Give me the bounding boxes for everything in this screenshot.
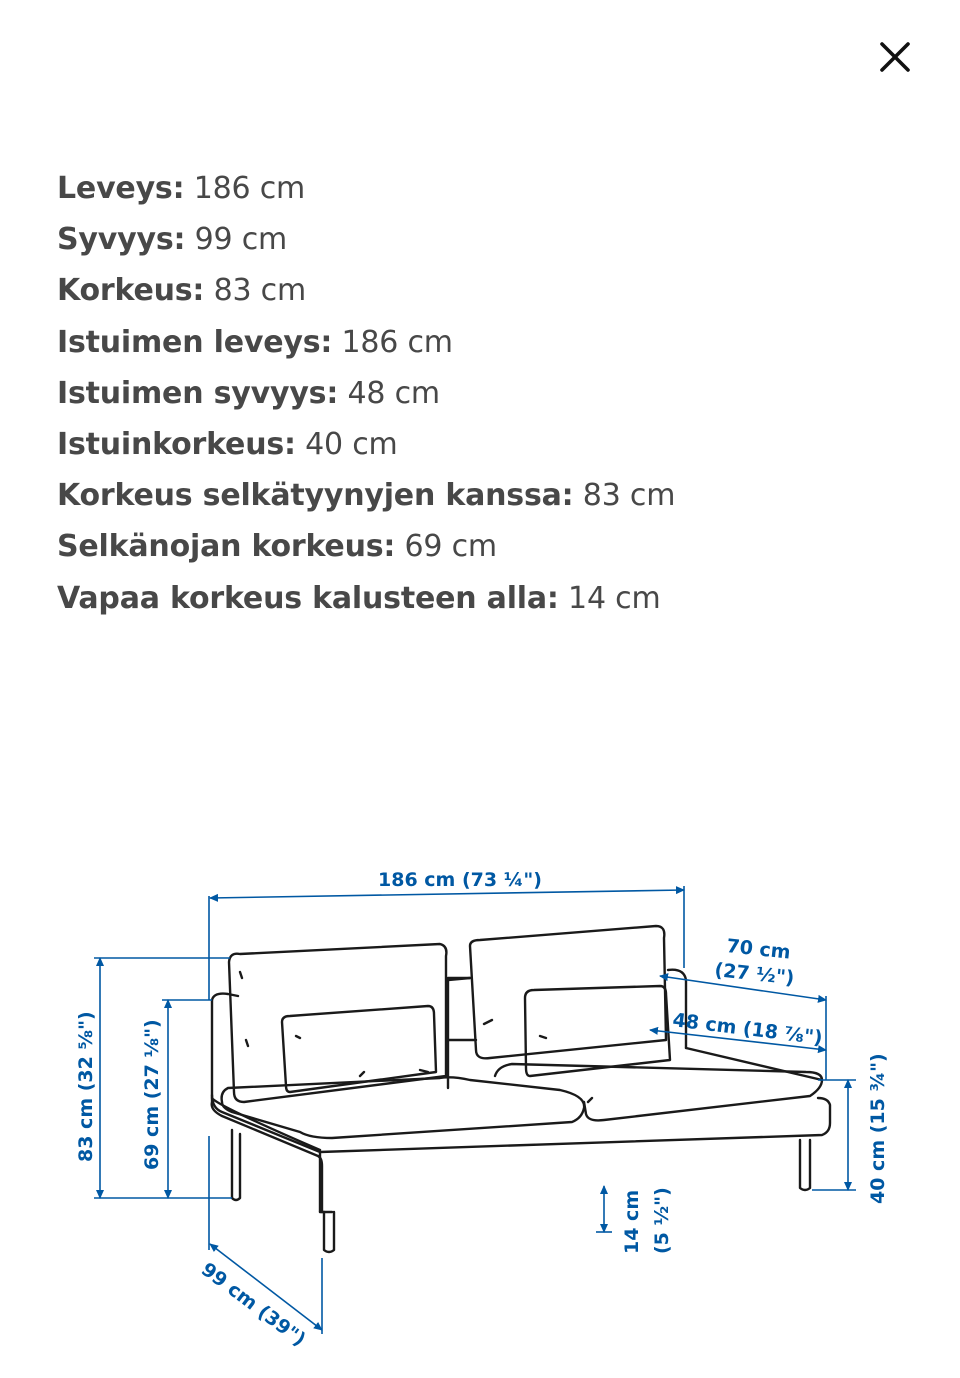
spec-depth xyxy=(57,214,675,265)
dim-total-height-label: 83 cm (32 ⅝") xyxy=(75,1011,97,1162)
spec-seat-depth xyxy=(57,368,675,419)
dim-back-height-label: 69 cm (27 ⅛") xyxy=(141,1019,163,1170)
spec-label: Istuimen syvyys: xyxy=(57,375,339,411)
spec-width xyxy=(57,163,675,214)
dimensions-list xyxy=(57,163,675,624)
close-icon xyxy=(878,40,912,74)
dim-depth-label: 99 cm (39") xyxy=(196,1258,310,1351)
spec-seat-height xyxy=(57,419,675,470)
spec-value: 186 cm xyxy=(184,171,306,206)
spec-backrest-height xyxy=(57,521,675,572)
spec-value: 40 cm xyxy=(295,427,398,463)
dim-width-label: 186 cm (73 ¼") xyxy=(378,869,542,891)
spec-label: Korkeus selkätyynyjen kanssa: xyxy=(57,478,574,514)
spec-label: Syvyys: xyxy=(57,222,186,258)
spec-value: 83 cm xyxy=(204,273,306,309)
close-button[interactable] xyxy=(870,32,920,82)
dim-armrest-depth-label-inch: (27 ½") xyxy=(713,959,796,990)
spec-height xyxy=(57,265,675,316)
dim-clearance-label: 14 cm xyxy=(621,1189,643,1254)
spec-label: Korkeus: xyxy=(57,273,205,309)
spec-value: 186 cm xyxy=(332,324,453,360)
spec-free-height-under xyxy=(57,573,675,624)
spec-seat-width xyxy=(57,317,675,368)
dim-clearance-label-inch: (5 ½") xyxy=(651,1187,673,1254)
spec-value: 14 cm xyxy=(558,580,661,616)
dim-seat-height-label: 40 cm (15 ¾") xyxy=(867,1053,889,1204)
spec-value: 69 cm xyxy=(395,529,497,565)
spec-height-with-cushions xyxy=(57,470,675,521)
spec-value: 48 cm xyxy=(338,375,440,411)
spec-label: Leveys: xyxy=(57,171,185,206)
sofa-dimension-diagram xyxy=(0,840,960,1360)
spec-value: 99 cm xyxy=(185,222,288,258)
dim-armrest-depth-label: 70 cm xyxy=(725,935,792,964)
spec-label: Selkänojan korkeus: xyxy=(57,529,396,565)
spec-label: Istuimen leveys: xyxy=(57,324,333,360)
spec-label: Vapaa korkeus kalusteen alla: xyxy=(57,580,559,616)
spec-label: Istuinkorkeus: xyxy=(57,427,296,463)
dim-seat-depth-label: 48 cm (18 ⅞") xyxy=(671,1009,824,1050)
spec-value: 83 cm xyxy=(573,478,676,514)
